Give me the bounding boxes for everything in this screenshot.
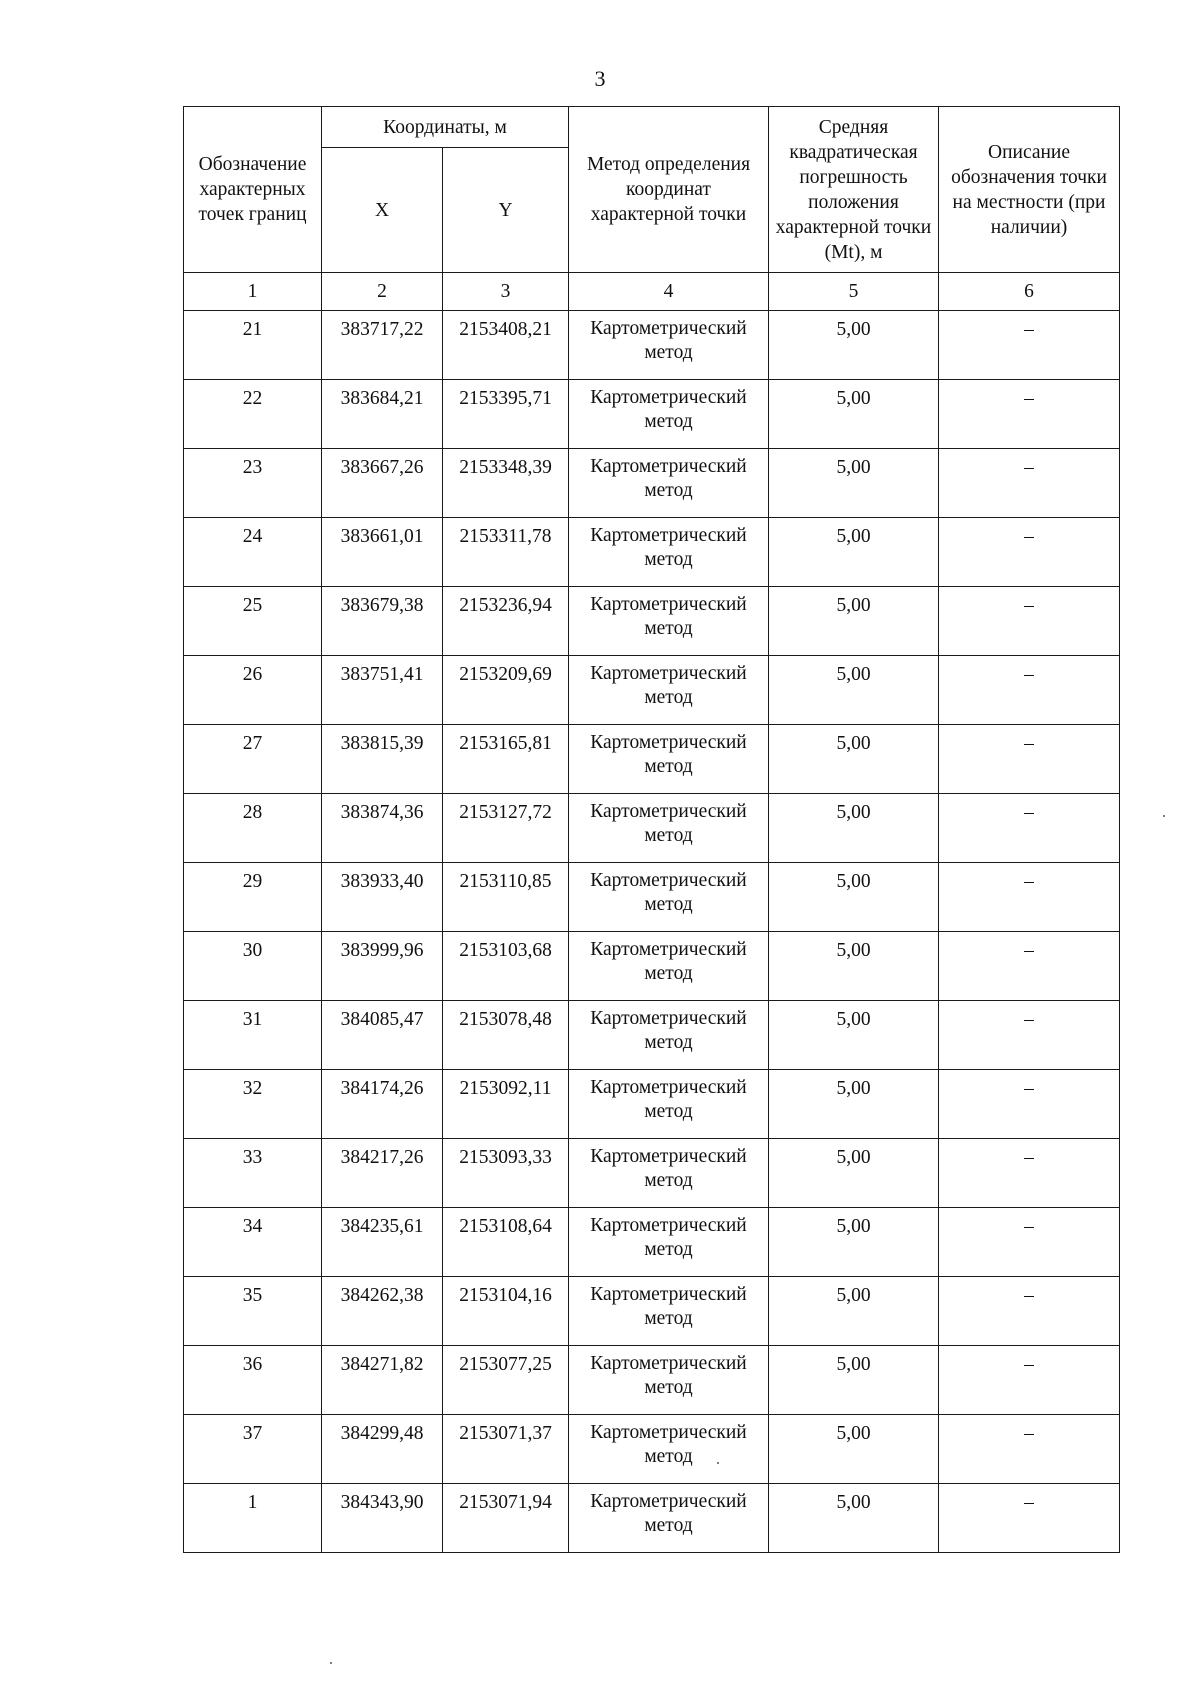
table-row bbox=[184, 863, 1120, 932]
cell-y: 2153077,25 bbox=[443, 1346, 569, 1415]
cell-error: 5,00 bbox=[769, 1070, 939, 1139]
column-number: 4 bbox=[569, 273, 769, 311]
method-line: метод bbox=[644, 756, 693, 777]
column-number: 6 bbox=[939, 273, 1120, 311]
cell-y: 2153209,69 bbox=[443, 656, 569, 725]
cell-y: 2153165,81 bbox=[443, 725, 569, 794]
method-line: метод bbox=[644, 1032, 693, 1053]
method-line: метод bbox=[644, 549, 693, 570]
column-numbers-row bbox=[184, 273, 1120, 311]
header-method: Метод определения координат характерной точки bbox=[569, 107, 769, 273]
cell-point: 1 bbox=[184, 1484, 322, 1553]
table-row bbox=[184, 932, 1120, 1001]
cell-method bbox=[569, 1001, 769, 1070]
cell-point: 32 bbox=[184, 1070, 322, 1139]
cell-error: 5,00 bbox=[769, 1277, 939, 1346]
table-row bbox=[184, 1139, 1120, 1208]
method-line: метод bbox=[644, 1515, 693, 1536]
cell-point: 37 bbox=[184, 1415, 322, 1484]
cell-point: 34 bbox=[184, 1208, 322, 1277]
table-row bbox=[184, 311, 1120, 380]
method-line: метод bbox=[644, 894, 693, 915]
table-body bbox=[184, 311, 1120, 1553]
cell-y: 2153311,78 bbox=[443, 518, 569, 587]
table-row bbox=[184, 587, 1120, 656]
scan-speck bbox=[717, 1462, 719, 1464]
cell-point: 21 bbox=[184, 311, 322, 380]
cell-error: 5,00 bbox=[769, 518, 939, 587]
cell-method bbox=[569, 1070, 769, 1139]
cell-y: 2153108,64 bbox=[443, 1208, 569, 1277]
method-line: Картометрический bbox=[590, 1215, 747, 1236]
cell-description: – bbox=[939, 1346, 1120, 1415]
cell-x: 383874,36 bbox=[322, 794, 443, 863]
cell-description: – bbox=[939, 656, 1120, 725]
method-line: Картометрический bbox=[590, 663, 747, 684]
method-line: Картометрический bbox=[590, 870, 747, 891]
cell-point: 27 bbox=[184, 725, 322, 794]
method-line: Картометрический bbox=[590, 1491, 747, 1512]
cell-description: – bbox=[939, 1208, 1120, 1277]
cell-error: 5,00 bbox=[769, 725, 939, 794]
cell-description: – bbox=[939, 587, 1120, 656]
cell-x: 383667,26 bbox=[322, 449, 443, 518]
method-line: метод bbox=[644, 618, 693, 639]
method-line: Картометрический bbox=[590, 1146, 747, 1167]
table-row bbox=[184, 1484, 1120, 1553]
cell-description: – bbox=[939, 725, 1120, 794]
cell-description: – bbox=[939, 1484, 1120, 1553]
cell-y: 2153348,39 bbox=[443, 449, 569, 518]
cell-x: 384271,82 bbox=[322, 1346, 443, 1415]
column-number: 1 bbox=[184, 273, 322, 311]
method-line: Картометрический bbox=[590, 1284, 747, 1305]
cell-error: 5,00 bbox=[769, 656, 939, 725]
cell-error: 5,00 bbox=[769, 932, 939, 1001]
cell-y: 2153236,94 bbox=[443, 587, 569, 656]
cell-y: 2153078,48 bbox=[443, 1001, 569, 1070]
method-line: метод bbox=[644, 1446, 693, 1467]
scan-speck bbox=[330, 1662, 332, 1664]
cell-description: – bbox=[939, 1139, 1120, 1208]
cell-method bbox=[569, 1208, 769, 1277]
table-row bbox=[184, 656, 1120, 725]
cell-y: 2153127,72 bbox=[443, 794, 569, 863]
cell-error: 5,00 bbox=[769, 1484, 939, 1553]
cell-y: 2153104,16 bbox=[443, 1277, 569, 1346]
cell-x: 383717,22 bbox=[322, 311, 443, 380]
cell-x: 384262,38 bbox=[322, 1277, 443, 1346]
cell-point: 29 bbox=[184, 863, 322, 932]
method-line: метод bbox=[644, 1170, 693, 1191]
cell-method bbox=[569, 932, 769, 1001]
header-y: Y bbox=[443, 148, 569, 273]
cell-method bbox=[569, 380, 769, 449]
cell-point: 30 bbox=[184, 932, 322, 1001]
cell-x: 383684,21 bbox=[322, 380, 443, 449]
cell-point: 26 bbox=[184, 656, 322, 725]
cell-x: 384217,26 bbox=[322, 1139, 443, 1208]
column-number: 2 bbox=[322, 273, 443, 311]
cell-y: 2153071,37 bbox=[443, 1415, 569, 1484]
table-row bbox=[184, 1070, 1120, 1139]
cell-method bbox=[569, 1277, 769, 1346]
cell-point: 24 bbox=[184, 518, 322, 587]
table-row bbox=[184, 1208, 1120, 1277]
cell-x: 383815,39 bbox=[322, 725, 443, 794]
cell-method bbox=[569, 656, 769, 725]
cell-description: – bbox=[939, 794, 1120, 863]
method-line: метод bbox=[644, 1308, 693, 1329]
method-line: метод bbox=[644, 1239, 693, 1260]
cell-description: – bbox=[939, 1001, 1120, 1070]
cell-x: 384085,47 bbox=[322, 1001, 443, 1070]
cell-x: 384343,90 bbox=[322, 1484, 443, 1553]
cell-description: – bbox=[939, 1277, 1120, 1346]
cell-y: 2153093,33 bbox=[443, 1139, 569, 1208]
method-line: Картометрический bbox=[590, 1353, 747, 1374]
cell-error: 5,00 bbox=[769, 794, 939, 863]
cell-description: – bbox=[939, 863, 1120, 932]
cell-error: 5,00 bbox=[769, 311, 939, 380]
table-row bbox=[184, 1415, 1120, 1484]
method-line: метод bbox=[644, 411, 693, 432]
cell-x: 384235,61 bbox=[322, 1208, 443, 1277]
header-point: Обозначение характерных точек границ bbox=[184, 107, 322, 273]
cell-method bbox=[569, 587, 769, 656]
method-line: Картометрический bbox=[590, 318, 747, 339]
scan-speck bbox=[1163, 815, 1165, 817]
cell-method bbox=[569, 1415, 769, 1484]
table-row bbox=[184, 1001, 1120, 1070]
cell-error: 5,00 bbox=[769, 587, 939, 656]
method-line: Картометрический bbox=[590, 732, 747, 753]
cell-x: 383751,41 bbox=[322, 656, 443, 725]
cell-point: 31 bbox=[184, 1001, 322, 1070]
method-line: Картометрический bbox=[590, 1422, 747, 1443]
cell-point: 28 bbox=[184, 794, 322, 863]
cell-error: 5,00 bbox=[769, 1139, 939, 1208]
method-line: метод bbox=[644, 342, 693, 363]
method-line: Картометрический bbox=[590, 594, 747, 615]
cell-method bbox=[569, 863, 769, 932]
table-header bbox=[184, 107, 1120, 311]
table-row bbox=[184, 794, 1120, 863]
cell-y: 2153071,94 bbox=[443, 1484, 569, 1553]
cell-method bbox=[569, 1484, 769, 1553]
method-line: Картометрический bbox=[590, 525, 747, 546]
cell-method bbox=[569, 311, 769, 380]
header-coordinates-group: Координаты, м bbox=[322, 107, 569, 148]
method-line: Картометрический bbox=[590, 801, 747, 822]
cell-error: 5,00 bbox=[769, 1001, 939, 1070]
method-line: Картометрический bbox=[590, 1008, 747, 1029]
cell-x: 383999,96 bbox=[322, 932, 443, 1001]
cell-point: 33 bbox=[184, 1139, 322, 1208]
cell-point: 22 bbox=[184, 380, 322, 449]
cell-x: 383679,38 bbox=[322, 587, 443, 656]
cell-point: 35 bbox=[184, 1277, 322, 1346]
method-line: метод bbox=[644, 1377, 693, 1398]
method-line: метод bbox=[644, 1101, 693, 1122]
cell-y: 2153110,85 bbox=[443, 863, 569, 932]
cell-error: 5,00 bbox=[769, 449, 939, 518]
method-line: Картометрический bbox=[590, 456, 747, 477]
cell-description: – bbox=[939, 449, 1120, 518]
cell-method bbox=[569, 449, 769, 518]
column-number: 5 bbox=[769, 273, 939, 311]
cell-method bbox=[569, 725, 769, 794]
cell-description: – bbox=[939, 932, 1120, 1001]
cell-description: – bbox=[939, 380, 1120, 449]
cell-y: 2153092,11 bbox=[443, 1070, 569, 1139]
cell-x: 383933,40 bbox=[322, 863, 443, 932]
method-line: Картометрический bbox=[590, 1077, 747, 1098]
cell-method bbox=[569, 1139, 769, 1208]
cell-point: 25 bbox=[184, 587, 322, 656]
cell-point: 23 bbox=[184, 449, 322, 518]
header-x: X bbox=[322, 148, 443, 273]
method-line: метод bbox=[644, 480, 693, 501]
method-line: Картометрический bbox=[590, 387, 747, 408]
cell-method bbox=[569, 794, 769, 863]
cell-error: 5,00 bbox=[769, 1415, 939, 1484]
cell-method bbox=[569, 1346, 769, 1415]
method-line: Картометрический bbox=[590, 939, 747, 960]
table-row bbox=[184, 449, 1120, 518]
cell-description: – bbox=[939, 518, 1120, 587]
table-row bbox=[184, 380, 1120, 449]
page-number: 3 bbox=[594, 66, 606, 91]
cell-error: 5,00 bbox=[769, 380, 939, 449]
cell-error: 5,00 bbox=[769, 1346, 939, 1415]
cell-description: – bbox=[939, 1070, 1120, 1139]
header-row-top bbox=[184, 107, 1120, 148]
cell-x: 383661,01 bbox=[322, 518, 443, 587]
table-row bbox=[184, 1277, 1120, 1346]
cell-error: 5,00 bbox=[769, 863, 939, 932]
boundary-points-table bbox=[183, 106, 1120, 1553]
method-line: метод bbox=[644, 963, 693, 984]
method-line: метод bbox=[644, 825, 693, 846]
cell-error: 5,00 bbox=[769, 1208, 939, 1277]
method-line: метод bbox=[644, 687, 693, 708]
cell-point: 36 bbox=[184, 1346, 322, 1415]
table-row bbox=[184, 518, 1120, 587]
table-row bbox=[184, 725, 1120, 794]
cell-x: 384174,26 bbox=[322, 1070, 443, 1139]
cell-method bbox=[569, 518, 769, 587]
header-description: Описание обозначения точки на местности (при наличии) bbox=[939, 107, 1120, 273]
cell-description: – bbox=[939, 1415, 1120, 1484]
header-error: Средняя квадратическая погрешность положения характерной точки (Mt), м bbox=[769, 107, 939, 273]
cell-y: 2153395,71 bbox=[443, 380, 569, 449]
cell-x: 384299,48 bbox=[322, 1415, 443, 1484]
cell-y: 2153408,21 bbox=[443, 311, 569, 380]
cell-y: 2153103,68 bbox=[443, 932, 569, 1001]
table-row bbox=[184, 1346, 1120, 1415]
column-number: 3 bbox=[443, 273, 569, 311]
cell-description: – bbox=[939, 311, 1120, 380]
